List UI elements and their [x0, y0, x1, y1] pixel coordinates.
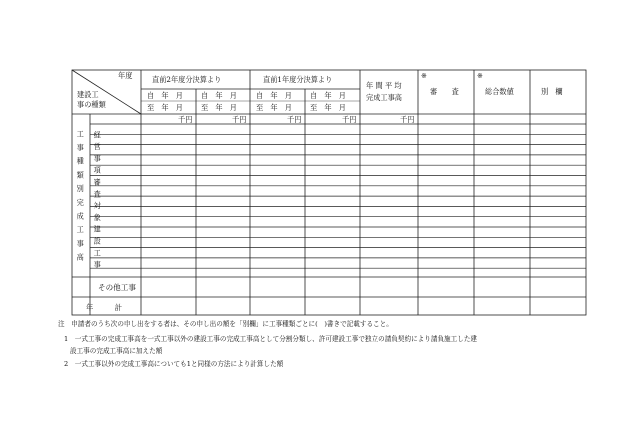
side-label-inner: 経営事項審査対象建設工事 — [93, 131, 103, 273]
unit-col2: 千円 — [232, 115, 247, 124]
kome-mark-shinsa: ※ — [421, 71, 428, 80]
unit-col5: 千円 — [400, 115, 415, 124]
prev2-from-a: 自 年 月 — [147, 91, 183, 100]
note-item1-b: 設工事の完成工事高に加えた額 — [70, 347, 163, 355]
note-item1-a: 1 一式工事の完成工事高を一式工事以外の建設工事の完成工事高として分割分類し、許可建設工事で独立の請負契約により請負施工した建 — [64, 335, 478, 343]
kensetsu-koji-label-a: 建設工 — [77, 90, 99, 99]
other-work-label: その他工事 — [98, 283, 136, 292]
bettan-label: 別 欄 — [541, 87, 563, 96]
annual-total-label: 年 計 — [86, 303, 122, 312]
prev2-year-title: 直前2年度分決算より — [152, 75, 222, 84]
prev1-from-a: 自 年 月 — [256, 91, 292, 100]
prev1-year-title: 直前1年度分決算より — [263, 75, 333, 84]
unit-col1: 千円 — [178, 115, 193, 124]
side-label-outer: 工事種類別完成工事高 — [76, 130, 86, 267]
avg-title-line1: 年 間 平 均 — [366, 81, 402, 90]
unit-col4: 千円 — [342, 115, 357, 124]
note-item2: 2 一式工事以外の完成工事高についても1と同様の方法により計算した額 — [64, 360, 284, 368]
unit-col3: 千円 — [287, 115, 302, 124]
kome-mark-sogo: ※ — [477, 71, 484, 80]
kensetsu-koji-label-b: 事の種類 — [77, 100, 106, 109]
note-main: 注 申請者のうち次の申し出をする者は、その申し出の額を「別欄」に工事種類ごとに( )書きで記載すること。 — [58, 320, 393, 328]
prev1-to-b: 至 年 月 — [310, 103, 346, 112]
prev2-to-b: 至 年 月 — [201, 103, 237, 112]
shinsa-label: 審 査 — [430, 87, 459, 96]
prev1-to-a: 至 年 月 — [256, 103, 292, 112]
sogo-suchi-label: 総合数値 — [485, 87, 514, 96]
prev2-from-b: 自 年 月 — [201, 91, 237, 100]
avg-title-line2: 完成工事高 — [366, 93, 402, 102]
prev2-to-a: 至 年 月 — [147, 103, 183, 112]
nendo-label: 年度 — [118, 71, 133, 80]
prev1-from-b: 自 年 月 — [310, 91, 346, 100]
